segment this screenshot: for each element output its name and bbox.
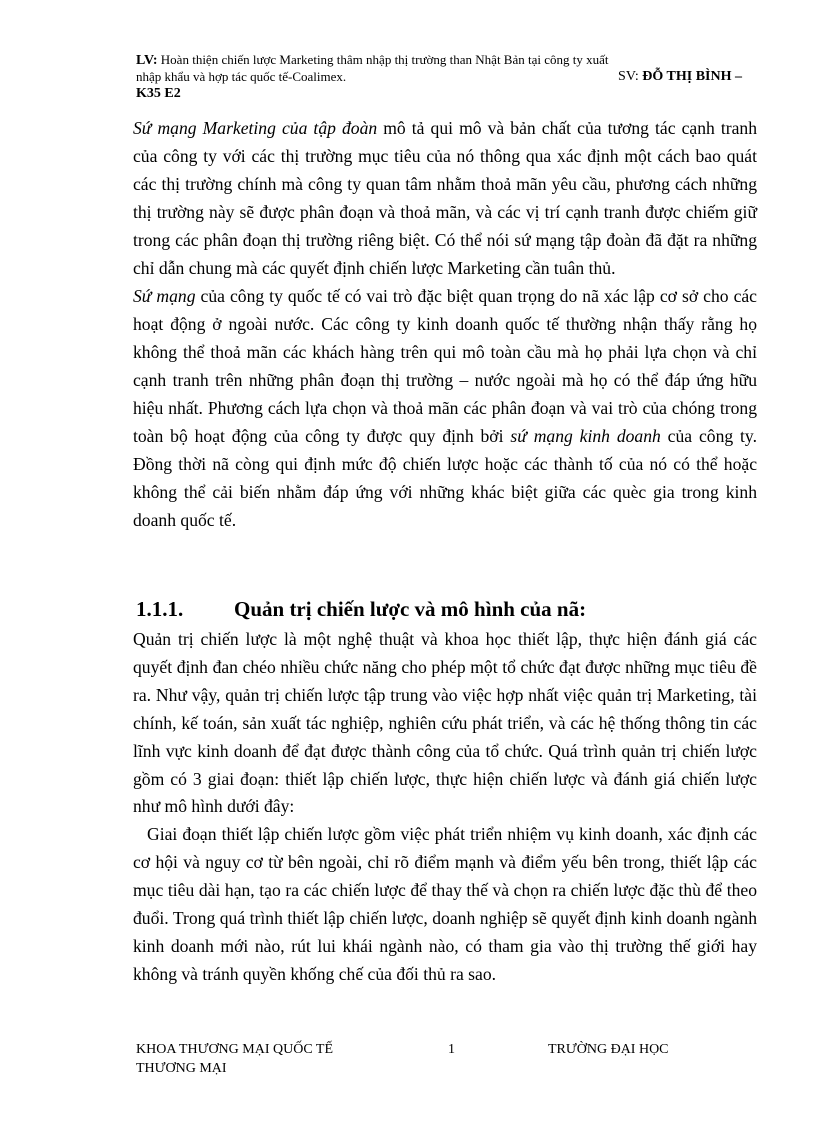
page-number: 1 (448, 1042, 455, 1057)
footer-line-1 (136, 1040, 742, 1059)
paragraph-text: của công ty quốc tế có vai trò đặc biệt quan trọng do nã xác lập cơ sở cho các hoạt động ở ngoài nước. Các công ty kinh doanh quốc tế thường nhận thấy rằng họ không thể thoả mãn các khách hàng trên qui mô toàn cầu mà họ phải lựa chọn và chỉ cạnh tranh trên những phân đoạn thị trường – nước ngoài mà họ có thể đáp ứng hữu hiệu nhất. Phương cách lựa chọn và thoả mãn các phân đoạn và vai trò của chóng trong toàn bộ hoạt động của công ty được quy định bởi (133, 286, 757, 446)
section-number: 1.1.1. (136, 597, 184, 621)
paragraph-inline-italic: sứ mạng kinh doanh (510, 426, 661, 446)
body-bottom (133, 626, 757, 989)
paragraph-marketing-mission (133, 114, 757, 282)
university-name: TRƯỜNG ĐẠI HỌC (548, 1042, 669, 1057)
paragraph-text: của công ty. Đồng thời nã còng qui định mức độ chiến lược hoặc các thành tố của nó có thể hoặc không thể cải biến nhằm đáp ứng với những khác biệt giữa các quèc gia trong kinh doanh quốc tế. (133, 426, 757, 530)
paragraph-lead-italic: Sứ mạng Marketing của tập đoàn (133, 118, 378, 138)
faculty-name-continued: THƯƠNG MẠI (136, 1061, 227, 1076)
paragraph-lead-italic: Sứ mạng (133, 286, 196, 306)
paragraph-strategy-formulation: Giai đoạn thiết lập chiến lược gồm việc phát triển nhiệm vụ kinh doanh, xác định các cơ hội và nguy cơ từ bên ngoài, chỉ rõ điểm mạnh và điểm yếu bên trong, thiết lập các mục tiêu dài hạn, tạo ra các chiến lược để thay thế và chọn ra chiến lược đặc thù để theo đuổi. Trong quá trình thiết lập chiến lược, doanh nghiệp sẽ quyết định kinh doanh ngành kinh doanh mới nào, rút lui khái ngành nào, có tham gia vào thị trường thế giới hay không và tránh quyền khống chế của đối thủ ra sao. (133, 824, 757, 984)
paragraph-text: mô tả qui mô và bản chất của tương tác cạnh tranh của công ty với các thị trường mục tiêu của nó thông qua xác định một cách bao quát các thị trường chính mà công ty quan tâm nhằm thoả mãn yêu cầu, phương cách những thị trường này sẽ được phân đoạn và thoả mãn, và các vị trí cạnh tranh được chiếm giữ trong các phân đoạn thị trường riêng biệt. Có thể nói sứ mạng tập đoàn đã đặt ra những chỉ dẫn chung mà các quyết định chiến lược Marketing cần tuân thủ. (133, 118, 757, 278)
student-label-group (618, 69, 742, 85)
student-name: ĐỖ THỊ BÌNH – (642, 69, 742, 84)
paragraph-company-mission (133, 282, 757, 534)
header-line-1 (136, 52, 742, 69)
page-header (136, 52, 742, 102)
section-heading (136, 592, 756, 626)
thesis-title: Hoàn thiện chiến lược Marketing thâm nhập thị trường than Nhật Bản tại công ty xuất (157, 52, 609, 67)
page-footer (136, 1040, 742, 1078)
thesis-title-continued: nhập khẩu và hợp tác quốc tế-Coalimex. (136, 69, 347, 84)
paragraph-strategic-management: Quản trị chiến lược là một nghệ thuật và khoa học thiết lập, thực hiện đánh giá các quyết định đan chéo nhiều chức năng cho phép một tổ chức đạt được những mục tiêu đề ra. Như vậy, quản trị chiến lược tập trung vào việc hợp nhất việc quản trị Marketing, tài chính, kế toán, sản xuất tác nghiệp, nghiên cứu phát triển, và các hệ thống thông tin các lĩnh vực kinh doanh để đạt được thành công của tổ chức. Quá trình quản trị chiến lược gồm có 3 giai đoạn: thiết lập chiến lược, thực hiện chiến lược và đánh giá chiến lược như mô hình dưới đây: (133, 629, 757, 817)
section-title: Quản trị chiến lược và mô hình của nã: (234, 597, 587, 621)
header-line-2 (136, 69, 742, 85)
lv-label: LV: (136, 53, 158, 68)
student-label: SV: (618, 69, 639, 84)
class-code: K35 E2 (136, 86, 181, 101)
faculty-name: KHOA THƯƠNG MẠI QUỐC TẾ (136, 1042, 334, 1057)
body-top (133, 114, 757, 534)
